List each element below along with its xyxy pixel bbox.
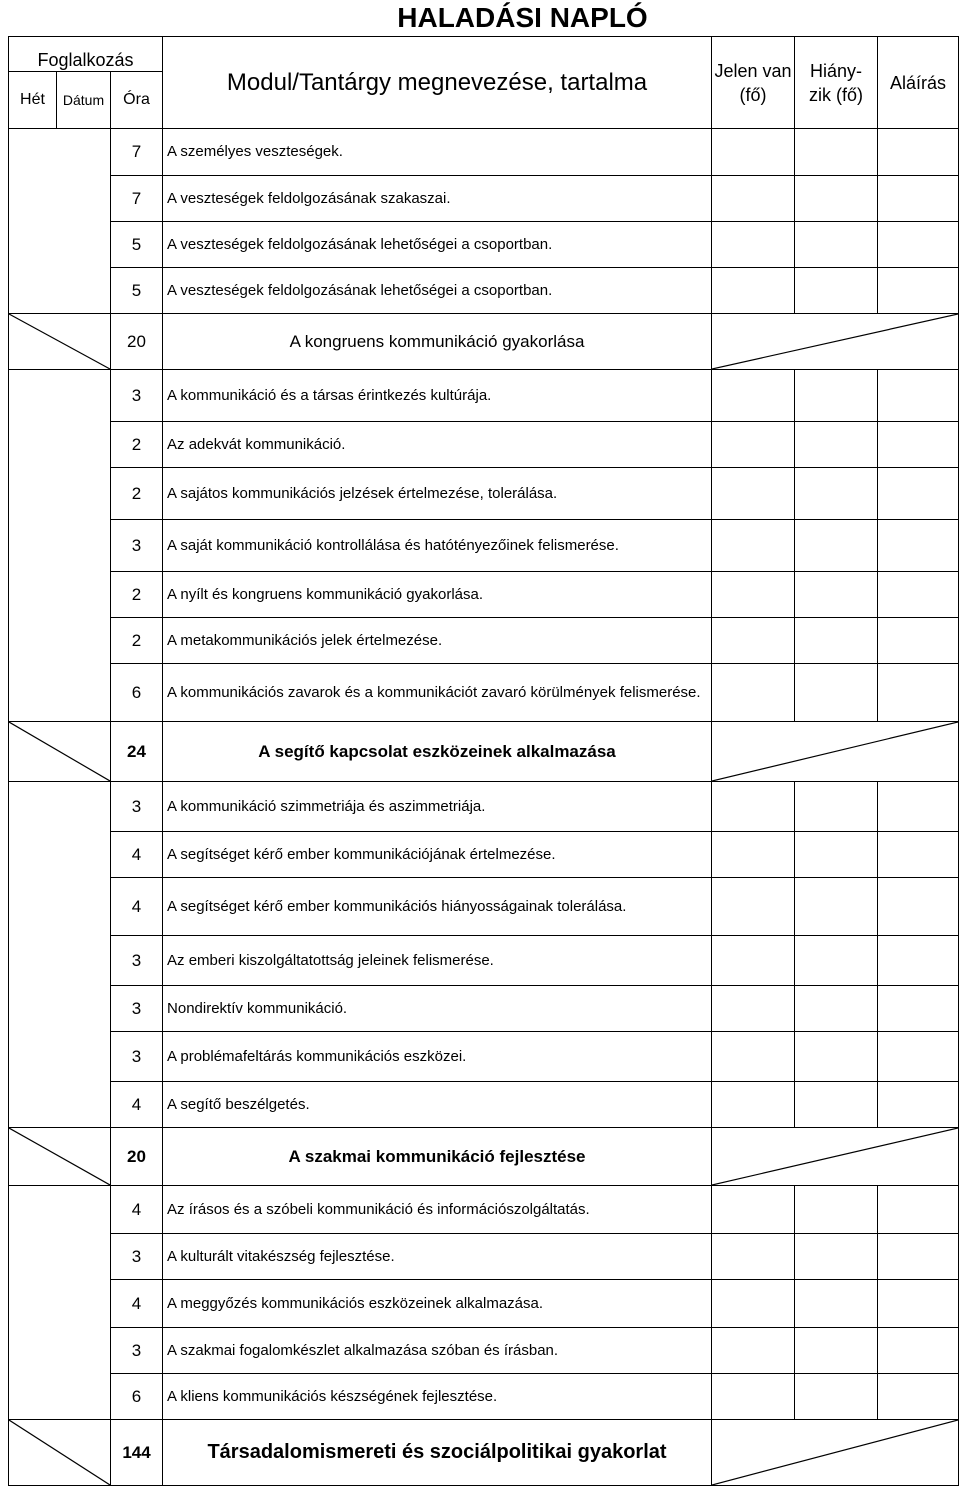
header-jelen [712,37,795,129]
header-hiany-line1: Hiány- [810,60,863,81]
present-count-cell [712,176,795,222]
present-count-cell [712,1328,795,1374]
signature-cell [878,268,959,314]
hours-cell: 2 [111,618,163,664]
blank-cell [9,1328,111,1374]
hours-cell: 3 [111,986,163,1032]
hours-cell: 2 [111,468,163,520]
present-count-cell [712,370,795,422]
hours-cell: 3 [111,520,163,572]
blank-cell [9,1234,111,1280]
diagonal-line [9,722,110,781]
hours-cell: 7 [111,176,163,222]
signature-cell [878,520,959,572]
present-count-cell [712,1186,795,1234]
description-cell: A saját kommunikáció kontrollálása és hatótényezőinek felismerése. [163,520,712,572]
section-title-cell: A kongruens kommunikáció gyakorlása [163,314,712,370]
description-cell: A nyílt és kongruens kommunikáció gyakorlása. [163,572,712,618]
absent-count-cell [795,878,878,936]
blank-cell [9,878,111,936]
absent-count-cell [795,268,878,314]
section-title-cell: A segítő kapcsolat eszközeinek alkalmazása [163,722,712,782]
section-diagonal-cell [9,722,111,782]
table-row [9,986,959,1032]
description-cell: A kommunikáció és a társas érintkezés kultúrája. [163,370,712,422]
signature-cell [878,422,959,468]
description-cell: A személyes veszteségek. [163,129,712,176]
present-count-cell [712,936,795,986]
signature-cell [878,176,959,222]
absent-count-cell [795,986,878,1032]
header-hiany-line2: zik (fő) [809,84,864,105]
absent-count-cell [795,782,878,832]
signature-cell [878,1374,959,1420]
diagonal-line [9,1420,110,1485]
blank-cell [9,129,111,176]
diagonal-line [9,1128,110,1185]
table-row [9,1032,959,1082]
hours-cell: 5 [111,222,163,268]
present-count-cell [712,1032,795,1082]
description-cell: A meggyőzés kommunikációs eszközeinek alkalmazása. [163,1280,712,1328]
absent-count-cell [795,936,878,986]
progress-log-table [8,36,959,1486]
signature-cell [878,936,959,986]
present-count-cell [712,878,795,936]
hours-cell: 3 [111,370,163,422]
table-row [9,1186,959,1234]
header-modul: Modul/Tantárgy megnevezése, tartalma [163,37,712,129]
blank-cell [9,782,111,832]
signature-cell [878,1328,959,1374]
present-count-cell [712,222,795,268]
section-row [9,722,959,782]
blank-cell [9,986,111,1032]
absent-count-cell [795,618,878,664]
section-diagonal-right-cell [712,722,959,782]
diagonal-line [9,314,110,369]
present-count-cell [712,268,795,314]
section-hours-cell: 144 [111,1420,163,1486]
description-cell: A veszteségek feldolgozásának szakaszai. [163,176,712,222]
present-count-cell [712,618,795,664]
section-diagonal-right-cell [712,314,959,370]
absent-count-cell [795,422,878,468]
header-ora: Óra [111,72,163,129]
description-cell: A kommunikációs zavarok és a kommunikációt zavaró körülmények felismerése. [163,664,712,722]
absent-count-cell [795,1032,878,1082]
signature-cell [878,1082,959,1128]
absent-count-cell [795,468,878,520]
table-row [9,520,959,572]
table-row [9,572,959,618]
absent-count-cell [795,520,878,572]
description-cell: A metakommunikációs jelek értelmezése. [163,618,712,664]
signature-cell [878,664,959,722]
description-cell: Az adekvát kommunikáció. [163,422,712,468]
description-cell: Az írásos és a szóbeli kommunikáció és információszolgáltatás. [163,1186,712,1234]
description-cell: A segítséget kérő ember kommunikációs hiányosságainak tolerálása. [163,878,712,936]
table-row [9,832,959,878]
page-title: HALADÁSI NAPLÓ [397,2,648,33]
signature-cell [878,468,959,520]
present-count-cell [712,832,795,878]
present-count-cell [712,1082,795,1128]
present-count-cell [712,986,795,1032]
section-title-cell: Társadalomismereti és szociálpolitikai gyakorlat [163,1420,712,1486]
hours-cell: 6 [111,1374,163,1420]
blank-cell [9,222,111,268]
description-cell: A kulturált vitakészség fejlesztése. [163,1234,712,1280]
table-row [9,268,959,314]
hours-cell: 3 [111,1234,163,1280]
blank-cell [9,1082,111,1128]
signature-cell [878,129,959,176]
present-count-cell [712,664,795,722]
absent-count-cell [795,1082,878,1128]
description-cell: A segítséget kérő ember kommunikációjának értelmezése. [163,832,712,878]
description-cell: A problémafeltárás kommunikációs eszközei. [163,1032,712,1082]
blank-cell [9,832,111,878]
table-row [9,222,959,268]
hours-cell: 4 [111,878,163,936]
signature-cell [878,986,959,1032]
signature-cell [878,1032,959,1082]
diagonal-line [712,314,958,369]
table-row [9,782,959,832]
section-row [9,1128,959,1186]
absent-count-cell [795,832,878,878]
blank-cell [9,664,111,722]
section-row [9,314,959,370]
blank-cell [9,520,111,572]
absent-count-cell [795,370,878,422]
section-hours-cell: 24 [111,722,163,782]
hours-cell: 3 [111,1032,163,1082]
absent-count-cell [795,664,878,722]
blank-cell [9,422,111,468]
section-diagonal-right-cell [712,1128,959,1186]
diagonal-line [712,722,958,781]
section-hours-cell: 20 [111,314,163,370]
absent-count-cell [795,572,878,618]
absent-count-cell [795,176,878,222]
table-row [9,176,959,222]
table-row [9,878,959,936]
blank-cell [9,1374,111,1420]
signature-cell [878,572,959,618]
blank-cell [9,176,111,222]
absent-count-cell [795,129,878,176]
diagonal-line [712,1128,958,1185]
section-diagonal-cell [9,1128,111,1186]
hours-cell: 6 [111,664,163,722]
blank-cell [9,468,111,520]
blank-cell [9,1032,111,1082]
section-diagonal-cell [9,314,111,370]
hours-cell: 2 [111,572,163,618]
table-row [9,1234,959,1280]
hours-cell: 4 [111,1082,163,1128]
hours-cell: 7 [111,129,163,176]
blank-cell [9,572,111,618]
absent-count-cell [795,1186,878,1234]
signature-cell [878,878,959,936]
description-cell: A veszteségek feldolgozásának lehetőségei a csoportban. [163,268,712,314]
present-count-cell [712,422,795,468]
blank-cell [9,370,111,422]
description-cell: A veszteségek feldolgozásának lehetőségei a csoportban. [163,222,712,268]
header-jelen-line1: Jelen van [714,60,792,81]
table-row [9,422,959,468]
table-row [9,1280,959,1328]
table-row [9,1082,959,1128]
section-row [9,1420,959,1486]
diagonal-line [712,1420,958,1485]
absent-count-cell [795,1374,878,1420]
header-datum: Dátum [57,72,111,129]
hours-cell: 5 [111,268,163,314]
section-diagonal-cell [9,1420,111,1486]
table-row [9,370,959,422]
present-count-cell [712,1374,795,1420]
table-row [9,129,959,176]
signature-cell [878,782,959,832]
table-row [9,618,959,664]
header-alairas: Aláírás [878,37,959,129]
blank-cell [9,1280,111,1328]
signature-cell [878,832,959,878]
absent-count-cell [795,1280,878,1328]
section-title-cell: A szakmai kommunikáció fejlesztése [163,1128,712,1186]
hours-cell: 4 [111,1280,163,1328]
present-count-cell [712,1280,795,1328]
signature-cell [878,1186,959,1234]
description-cell: A kommunikáció szimmetriája és aszimmetriája. [163,782,712,832]
present-count-cell [712,1234,795,1280]
header-hiany [795,37,878,129]
signature-cell [878,222,959,268]
present-count-cell [712,468,795,520]
present-count-cell [712,572,795,618]
table-row [9,936,959,986]
table-row [9,664,959,722]
header-jelen-line2: (fő) [739,84,767,105]
absent-count-cell [795,222,878,268]
signature-cell [878,1234,959,1280]
absent-count-cell [795,1234,878,1280]
blank-cell [9,936,111,986]
signature-cell [878,370,959,422]
log-body [9,129,959,1486]
blank-cell [9,1186,111,1234]
table-row [9,468,959,520]
hours-cell: 3 [111,782,163,832]
description-cell: A kliens kommunikációs készségének fejlesztése. [163,1374,712,1420]
table-row [9,1328,959,1374]
hours-cell: 2 [111,422,163,468]
description-cell: A segítő beszélgetés. [163,1082,712,1128]
description-cell: A szakmai fogalomkészlet alkalmazása szóban és írásban. [163,1328,712,1374]
signature-cell [878,618,959,664]
header-foglalkozas: Foglalkozás [9,37,163,72]
section-diagonal-right-cell [712,1420,959,1486]
description-cell: Nondirektív kommunikáció. [163,986,712,1032]
description-cell: Az emberi kiszolgáltatottság jeleinek felismerése. [163,936,712,986]
hours-cell: 4 [111,832,163,878]
absent-count-cell [795,1328,878,1374]
header-het: Hét [9,72,57,129]
present-count-cell [712,129,795,176]
present-count-cell [712,782,795,832]
description-cell: A sajátos kommunikációs jelzések értelmezése, tolerálása. [163,468,712,520]
section-hours-cell: 20 [111,1128,163,1186]
signature-cell [878,1280,959,1328]
blank-cell [9,268,111,314]
hours-cell: 3 [111,1328,163,1374]
blank-cell [9,618,111,664]
hours-cell: 4 [111,1186,163,1234]
hours-cell: 3 [111,936,163,986]
table-row [9,1374,959,1420]
present-count-cell [712,520,795,572]
